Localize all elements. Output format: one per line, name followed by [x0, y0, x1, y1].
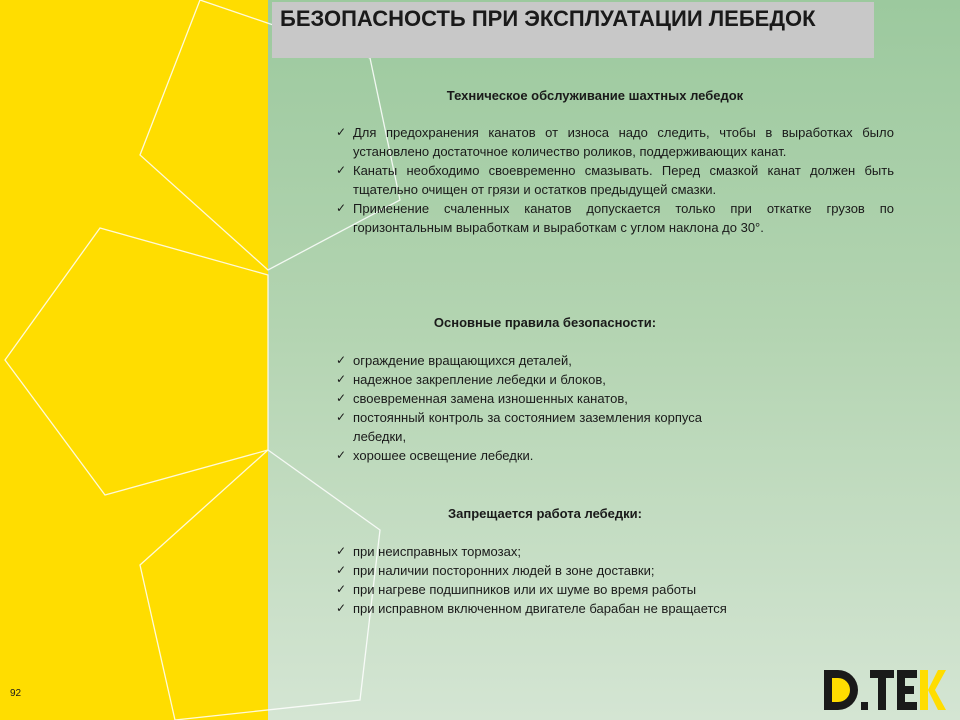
section-heading-maintenance: Техническое обслуживание шахтных лебедок — [446, 88, 744, 103]
list-item: ✓ при исправном включенном двигателе барабан не вращается — [336, 599, 756, 618]
maintenance-list — [336, 123, 894, 237]
list-item: ✓ при наличии посторонних людей в зоне доставки; — [336, 561, 756, 580]
list-item: ✓ при неисправных тормозах; — [336, 542, 756, 561]
list-item: ✓ при нагреве подшипников или их шуме во время работы — [336, 580, 756, 599]
section-heading-safety-rules: Основные правила безопасности: — [433, 315, 657, 330]
list-item: ✓ Для предохранения канатов от износа надо следить, чтобы в выработках было установлено достаточное количество роликов, поддерживающих канат. — [336, 123, 894, 161]
safety-rules-list — [336, 351, 702, 465]
dtek-logo — [822, 668, 946, 712]
list-item: ✓ хорошее освещение лебедки. — [336, 446, 702, 465]
list-item: ✓ своевременная замена изношенных канатов, — [336, 389, 702, 408]
list-item: ✓ Применение счаленных канатов допускается только при откатке грузов по горизонтальным выработкам и выработкам с углом наклона до 30°. — [336, 199, 894, 237]
page-number: 92 — [10, 688, 22, 699]
list-item: ✓ ограждение вращающихся деталей, — [336, 351, 702, 370]
prohibited-list — [336, 542, 756, 618]
list-item: ✓ надежное закрепление лебедки и блоков, — [336, 370, 702, 389]
slide-title: БЕЗОПАСНОСТЬ ПРИ ЭКСПЛУАТАЦИИ ЛЕБЕДОК — [280, 6, 816, 31]
list-item: ✓ постоянный контроль за состоянием заземления корпуса лебедки, — [336, 408, 702, 446]
list-item: ✓ Канаты необходимо своевременно смазывать. Перед смазкой канат должен быть тщательно очищен от грязи и остатков предыдущей смазки. — [336, 161, 894, 199]
section-heading-prohibited: Запрещается работа лебедки: — [448, 506, 642, 521]
